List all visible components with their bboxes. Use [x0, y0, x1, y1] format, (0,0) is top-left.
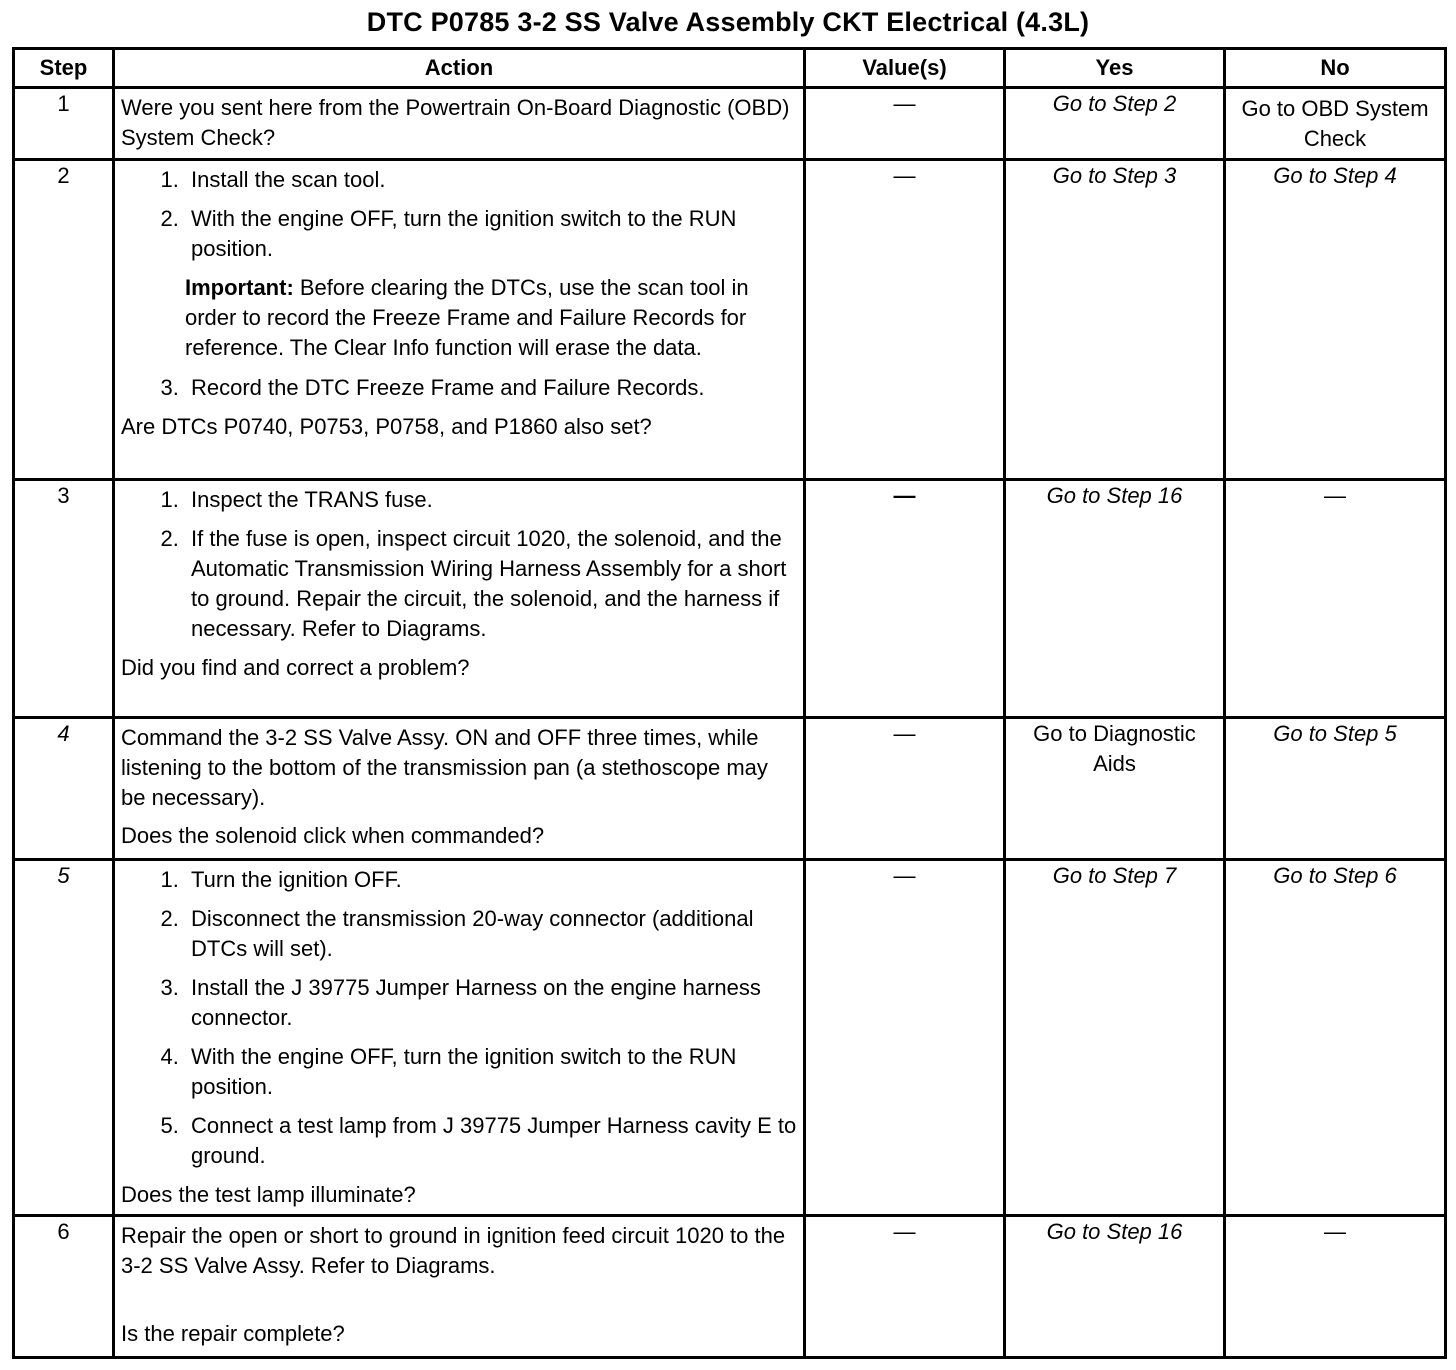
no-link: —	[1225, 1216, 1446, 1358]
action-cell	[114, 718, 805, 860]
action-cell	[114, 480, 805, 718]
action-steps	[121, 485, 797, 644]
value-cell: —	[805, 160, 1005, 480]
list-item: 2. Disconnect the transmission 20-way connector (additional DTCs will set).	[185, 904, 797, 964]
table-row	[14, 860, 1446, 1216]
value-cell: —	[805, 88, 1005, 160]
action-steps	[121, 373, 797, 403]
list-item: 3. Record the DTC Freeze Frame and Failure Records.	[185, 373, 797, 403]
question-text: Does the solenoid click when commanded?	[121, 823, 545, 848]
action-steps	[121, 165, 797, 264]
list-item: 1. Turn the ignition OFF.	[185, 865, 797, 895]
value-cell: —	[805, 1216, 1005, 1358]
step-number: 2	[14, 160, 114, 480]
list-item: 5. Connect a test lamp from J 39775 Jumper Harness cavity E to ground.	[185, 1111, 797, 1171]
action-steps	[121, 865, 797, 1171]
no-link[interactable]: Go to Step 6	[1225, 860, 1446, 1216]
step-number: 3	[14, 480, 114, 718]
list-item: 4. With the engine OFF, turn the ignition switch to the RUN position.	[185, 1042, 797, 1102]
action-text: Repair the open or short to ground in ignition feed circuit 1020 to the 3-2 SS Valve Assy. Refer to Diagrams.	[121, 1223, 786, 1278]
no-link[interactable]: Go to OBD System Check	[1225, 88, 1446, 160]
header-values: Value(s)	[805, 49, 1005, 88]
step-number: 6	[14, 1216, 114, 1358]
spacer	[121, 1281, 797, 1319]
diagnostic-table	[12, 47, 1447, 1359]
header-action: Action	[114, 49, 805, 88]
list-item: 2. If the fuse is open, inspect circuit 1020, the solenoid, and the Automatic Transmission Wiring Harness Assembly for a short to ground. Repair the circuit, the solenoid, and the harness if necessary. Refer to Diagrams.	[185, 524, 797, 644]
table-row	[14, 718, 1446, 860]
yes-link[interactable]: Go to Diagnostic Aids	[1005, 718, 1225, 860]
step-number: 1	[14, 88, 114, 160]
action-cell	[114, 1216, 805, 1358]
action-cell	[114, 160, 805, 480]
action-cell	[114, 88, 805, 160]
important-text: Before clearing the DTCs, use the scan tool in order to record the Freeze Frame and Failure Records for reference. The Clear Info function will erase the data.	[185, 275, 749, 360]
important-label: Important:	[185, 275, 294, 300]
question-text: Does the test lamp illuminate?	[121, 1182, 416, 1207]
question-text: Did you find and correct a problem?	[121, 655, 470, 680]
list-item: 1. Install the scan tool.	[185, 165, 797, 195]
page-title: DTC P0785 3-2 SS Valve Assembly CKT Electrical (4.3L)	[366, 7, 1090, 37]
header-row	[14, 49, 1446, 88]
important-note	[121, 273, 797, 363]
action-text: Command the 3-2 SS Valve Assy. ON and OFF three times, while listening to the bottom of the transmission pan (a stethoscope may be necessary).	[121, 725, 768, 810]
action-cell	[114, 860, 805, 1216]
table-row	[14, 480, 1446, 718]
action-text: Were you sent here from the Powertrain On-Board Diagnostic (OBD) System Check?	[121, 95, 790, 150]
yes-link[interactable]: Go to Step 3	[1005, 160, 1225, 480]
list-item: 2. With the engine OFF, turn the ignition switch to the RUN position.	[185, 204, 797, 264]
table-row	[14, 1216, 1446, 1358]
yes-link[interactable]: Go to Step 7	[1005, 860, 1225, 1216]
yes-link[interactable]: Go to Step 16	[1005, 480, 1225, 718]
header-yes: Yes	[1005, 49, 1225, 88]
header-step: Step	[14, 49, 114, 88]
value-cell: —	[805, 860, 1005, 1216]
list-item: 1. Inspect the TRANS fuse.	[185, 485, 797, 515]
table-row	[14, 88, 1446, 160]
no-link: —	[1225, 480, 1446, 718]
question-text: Is the repair complete?	[121, 1321, 345, 1346]
header-no: No	[1225, 49, 1446, 88]
list-item: 3. Install the J 39775 Jumper Harness on the engine harness connector.	[185, 973, 797, 1033]
yes-link[interactable]: Go to Step 2	[1005, 88, 1225, 160]
step-number: 4	[14, 718, 114, 860]
question-text: Are DTCs P0740, P0753, P0758, and P1860 also set?	[121, 414, 652, 439]
no-link[interactable]: Go to Step 4	[1225, 160, 1446, 480]
no-link[interactable]: Go to Step 5	[1225, 718, 1446, 860]
table-row	[14, 160, 1446, 480]
value-cell: —	[805, 718, 1005, 860]
step-number: 5	[14, 860, 114, 1216]
yes-link[interactable]: Go to Step 16	[1005, 1216, 1225, 1358]
value-cell: —	[805, 480, 1005, 718]
